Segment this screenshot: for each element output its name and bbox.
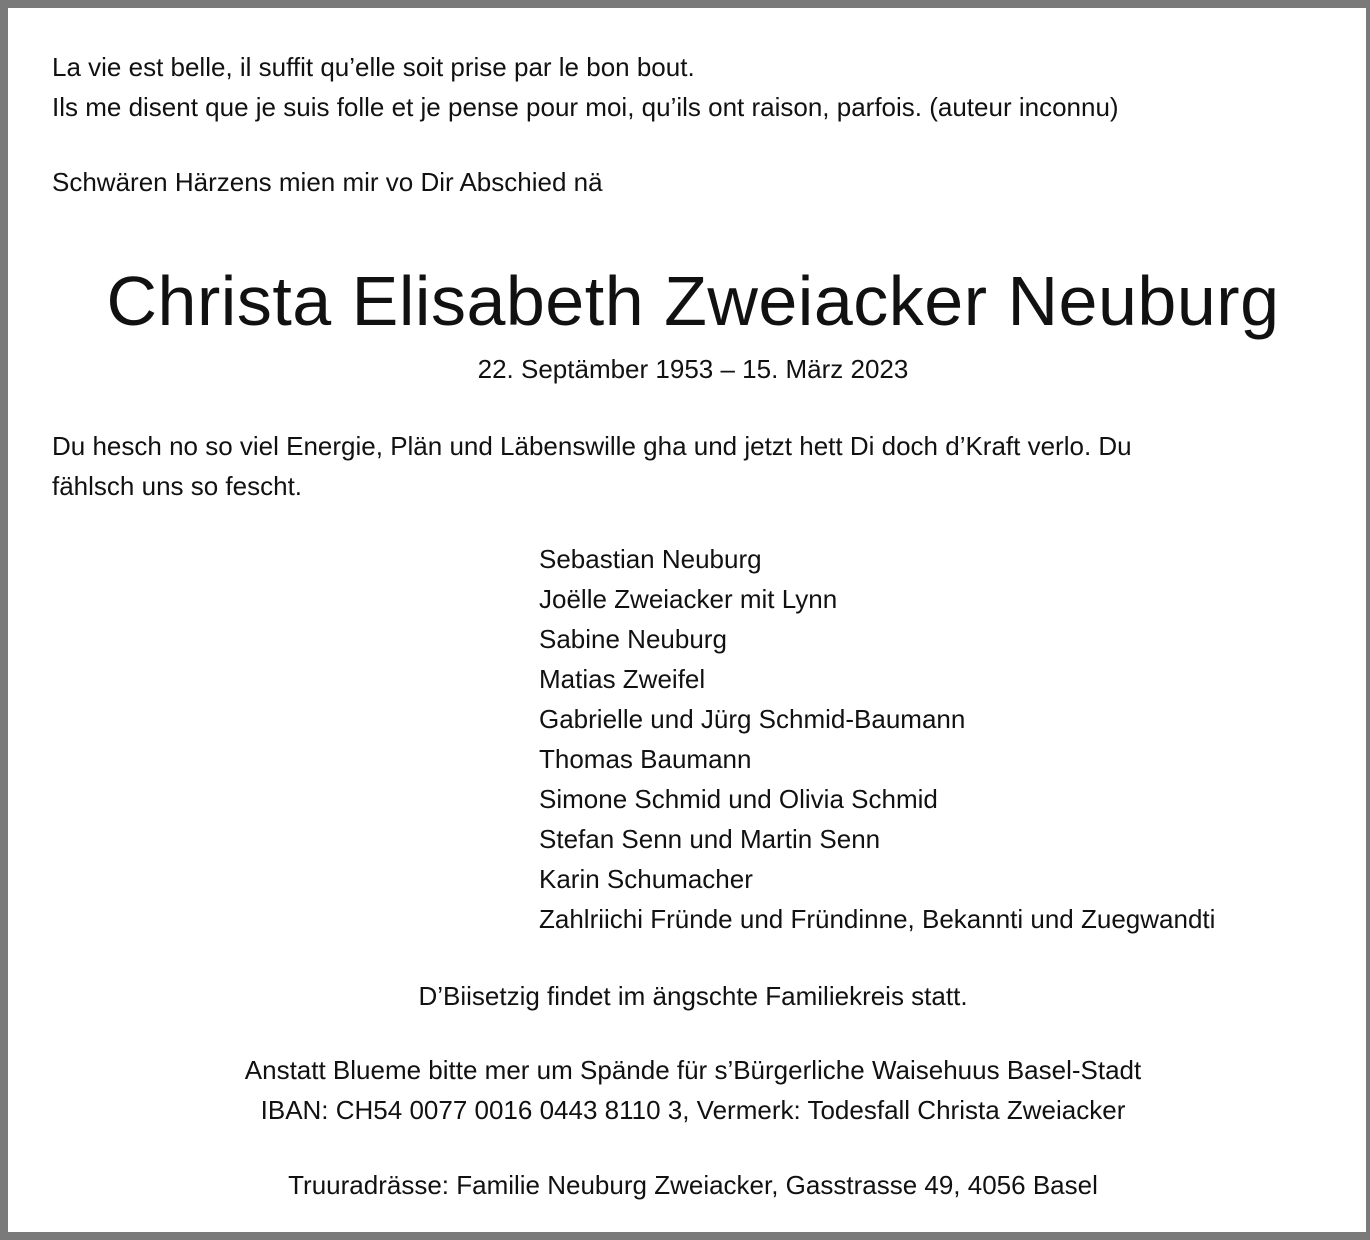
motto-quote [52, 47, 1119, 127]
life-dates: 22. Septämber 1953 – 15. März 2023 [477, 354, 909, 384]
donation-info [8, 1050, 1370, 1130]
farewell-intro: Schwären Härzens mien mir vo Dir Abschied nä [52, 167, 603, 197]
mourner-item: Sabine Neuburg [539, 624, 727, 654]
tribute-line-1: Du hesch no so viel Energie, Plän und Läbenswille gha und jetzt hett Di doch d’Kraft verlo. Du [52, 431, 1132, 461]
mourner-item: Joëlle Zweiacker mit Lynn [539, 584, 838, 614]
motto-line-2: Ils me disent que je suis folle et je pense pour moi, qu’ils ont raison, parfois. (auteur inconnu) [52, 92, 1119, 122]
motto-line-1: La vie est belle, il suffit qu’elle soit prise par le bon bout. [52, 52, 695, 82]
mourner-item: Karin Schumacher [539, 864, 753, 894]
mourner-item: Stefan Senn und Martin Senn [539, 824, 881, 854]
donation-iban-line: IBAN: CH54 0077 0016 0443 8110 3, Vermerk: Todesfall Christa Zweiacker [260, 1095, 1126, 1125]
mourner-item: Thomas Baumann [539, 744, 752, 774]
ceremony-note: D’Biisetzig findet im ängschte Familiekreis statt. [418, 981, 968, 1011]
mourner-item: Sebastian Neuburg [539, 544, 762, 574]
tribute-line-2: fählsch uns so fescht. [52, 471, 303, 501]
mourner-item: Matias Zweifel [539, 664, 706, 694]
deceased-name: Christa Elisabeth Zweiacker Neuburg [106, 262, 1280, 340]
mourner-item: Gabrielle und Jürg Schmid-Baumann [539, 704, 966, 734]
mourning-address: Truuradrässe: Familie Neuburg Zweiacker, Gasstrasse 49, 4056 Basel [288, 1170, 1098, 1200]
donation-line-1: Anstatt Blueme bitte mer um Spände für s’Bürgerliche Waisehuus Basel-Stadt [244, 1055, 1142, 1085]
mourner-item: Zahlriichi Fründe und Fründinne, Bekannti und Zuegwandti [539, 904, 1216, 934]
mourners-list [539, 539, 1215, 939]
tribute-text [52, 426, 1132, 506]
mourner-item: Simone Schmid und Olivia Schmid [539, 784, 938, 814]
